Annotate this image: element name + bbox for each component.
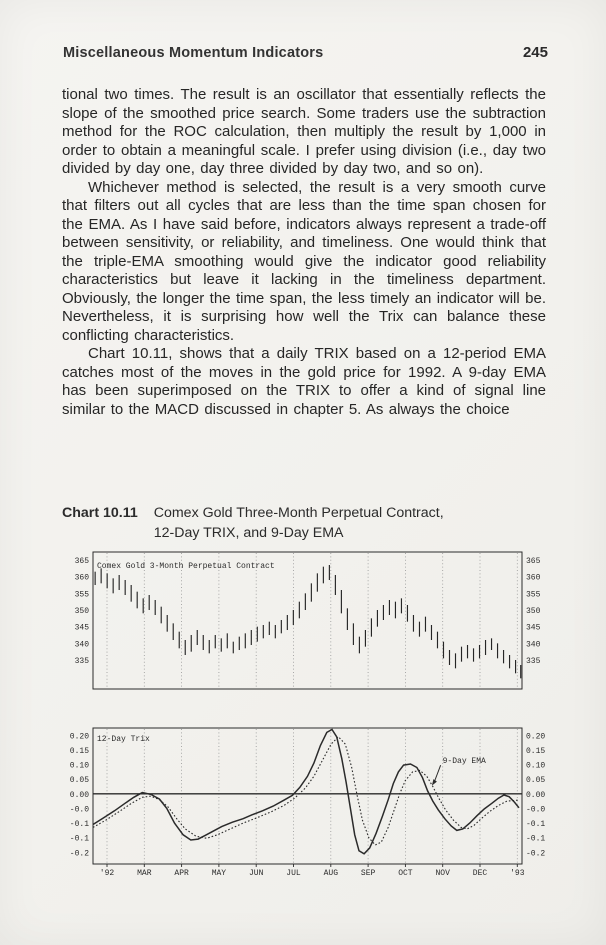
paragraph-2: Whichever method is selected, the result is a very smooth curve that filters out all cycles that are less than the time span chosen for the EMA. As I have said before, indicators always represent a trade-off between sensitivity, or reliability, and timeliness. One would think that the triple-EMA smoothing would give the indicator good reliability characteristics but leave it lacking in the timeliness department. Obviously, the longer the time span, the less timely an indicator will be. Nevertheless, it is surprising how well the Trix can balance these conflicting characteristics.	[62, 178, 546, 344]
svg-text:335: 335	[526, 657, 541, 666]
svg-text:335: 335	[74, 657, 89, 666]
svg-text:DEC: DEC	[472, 869, 488, 878]
svg-text:-0.2: -0.2	[69, 849, 89, 859]
svg-text:340: 340	[74, 640, 89, 650]
price-panel	[93, 552, 522, 689]
trix-panel	[93, 728, 522, 864]
svg-text:355: 355	[526, 590, 541, 600]
svg-text:-0.1: -0.1	[526, 820, 546, 830]
svg-text:MAR: MAR	[137, 869, 152, 878]
svg-text:0.05: 0.05	[69, 776, 89, 786]
caption-line-1: Comex Gold Three-Month Perpetual Contract,	[153, 505, 444, 521]
body-text	[62, 86, 546, 419]
svg-text:-0.1: -0.1	[69, 834, 89, 844]
svg-text:NOV: NOV	[435, 869, 450, 878]
svg-text:-0.2: -0.2	[526, 849, 546, 859]
svg-text:0.20: 0.20	[69, 732, 89, 742]
svg-text:0.15: 0.15	[526, 746, 546, 756]
page-number: 245	[522, 44, 548, 61]
svg-text:-0.0: -0.0	[69, 805, 89, 815]
svg-text:-0.1: -0.1	[526, 834, 546, 844]
running-header	[63, 44, 548, 61]
svg-text:MAY: MAY	[211, 869, 227, 878]
price-panel-title: Comex Gold 3-Month Perpetual Contract	[97, 562, 275, 571]
caption-text	[154, 503, 444, 543]
svg-text:0.05: 0.05	[526, 776, 546, 786]
svg-text:365: 365	[526, 557, 541, 566]
price-bars	[95, 565, 521, 678]
ema-annotation	[432, 757, 486, 785]
svg-text:365: 365	[74, 557, 89, 566]
svg-text:'93: '93	[510, 869, 525, 878]
chart-figure	[56, 548, 561, 880]
svg-text:355: 355	[74, 590, 89, 600]
svg-text:345: 345	[74, 623, 89, 633]
svg-text:360: 360	[74, 573, 89, 583]
svg-text:0.15: 0.15	[69, 746, 89, 756]
svg-text:'92: '92	[99, 869, 115, 878]
trix-line	[93, 730, 519, 854]
month-gridlines	[107, 553, 517, 863]
svg-text:9-Day EMA: 9-Day EMA	[442, 757, 486, 767]
svg-text:APR: APR	[174, 869, 189, 878]
caption-line-2: 12-Day TRIX, and 9-Day EMA	[153, 525, 344, 541]
svg-text:350: 350	[74, 607, 89, 616]
svg-text:-0.0: -0.0	[526, 805, 546, 815]
trix-panel-title: 12-Day Trix	[97, 735, 150, 744]
chart-caption	[62, 503, 532, 543]
svg-text:-0.1: -0.1	[69, 820, 89, 830]
svg-text:345: 345	[526, 623, 541, 633]
svg-text:AUG: AUG	[323, 869, 339, 878]
caption-label: Chart 10.11	[62, 505, 138, 521]
month-axis	[100, 864, 525, 878]
paragraph-3: Chart 10.11, shows that a daily TRIX based on a 12-period EMA catches most of the moves in the gold price for 1992. A 9-day EMA has been superimposed on the TRIX to offer a kind of signal line similar to the MACD discussed in chapter 5. As always the choice	[62, 345, 546, 418]
svg-text:350: 350	[526, 607, 541, 616]
svg-text:360: 360	[526, 573, 541, 583]
svg-text:0.20: 0.20	[526, 732, 546, 742]
svg-text:JUN: JUN	[248, 869, 264, 878]
svg-text:0.10: 0.10	[526, 761, 546, 771]
svg-text:SEP: SEP	[360, 869, 376, 878]
svg-text:0.10: 0.10	[69, 761, 89, 771]
svg-text:0.00: 0.00	[526, 790, 546, 800]
svg-text:OCT: OCT	[398, 869, 413, 878]
paragraph-1: tional two times. The result is an oscillator that essentially reflects the slope of the smoothed price search. Some traders use the subtraction method for the ROC calculation, then multiply the result by 1,000 in order to obtain a meaningful scale. I prefer using division (i.e., day two divided by day one, day three divided by day two, and so on).	[62, 86, 546, 177]
running-title: Miscellaneous Momentum Indicators	[63, 45, 324, 61]
svg-text:0.00: 0.00	[69, 790, 89, 800]
trix-ytick-labels	[70, 732, 546, 858]
svg-text:JUL: JUL	[286, 869, 301, 878]
chart-svg	[56, 548, 561, 880]
svg-text:340: 340	[526, 640, 541, 650]
